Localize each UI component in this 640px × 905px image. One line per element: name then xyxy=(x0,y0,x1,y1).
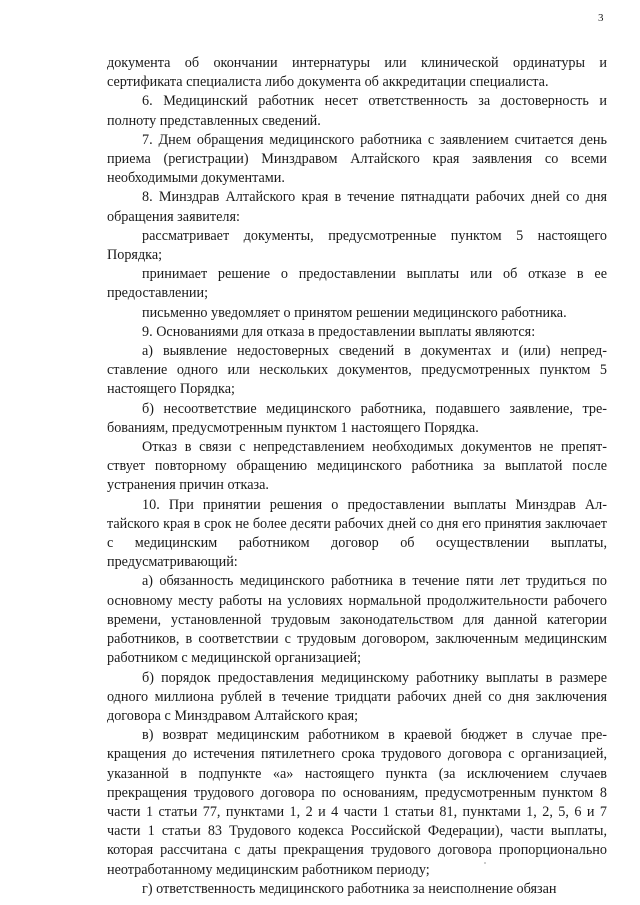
paragraph-item-10b: б) порядок предоставления медицинскому работнику выплаты в размере одного миллиона рублей в течение тридцати рабочих дней со дня заключения договора с Минздравом Алтайского края; xyxy=(107,669,607,724)
paragraph-item-10c: в) возврат медицинским работником в краевой бюджет в случае прекращения до истечения пятилетнего срока трудового договора с организацией, указанной в подпункте «а» настоящего пункта (за исключением случаев прекращения трудового договора по основаниям, предусмотренным пунктом 8 части 1 статьи 77, пунктами 1, 2 и 4 части 1 статьи 81, пунктами 1, 2, 5, 6 и 7 части 1 статьи 83 Трудового кодекса Российской Федерации), части выплаты, которая рассчитана с даты прекращения трудового договора пропорционально неотработанному медицинским работником периоду; xyxy=(107,727,607,878)
paragraph-continuation: документа об окончании интернатуры или клинической ординатуры и сертификата специалиста либо документа об аккредитации специалиста. xyxy=(107,55,607,91)
paragraph-item-9: 9. Основаниями для отказа в предоставлении выплаты являются: xyxy=(142,323,536,340)
paragraph-item-9a: а) выявление недостоверных сведений в документах и (или) непредставление одного или нескольких документов, предусмотренных пунктом 5 настоящего Порядка; xyxy=(107,343,607,398)
paragraph-item-10d: г) ответственность медицинского работника за неисполнение обязан xyxy=(142,880,557,897)
paragraph-item-6: 6. Медицинский работник несет ответственность за достоверность и полноту представленных сведений. xyxy=(107,93,607,129)
paragraph-item-7: 7. Днем обращения медицинского работника с заявлением считается день приема (регистрации) Минздравом Алтайского края заявления со всеми необходимыми документами. xyxy=(107,131,607,187)
paragraph-item-9b: б) несоответствие медицинского работника, подавшего заявление, требованиям, предусмотренным пунктом 1 настоящего Порядка. xyxy=(107,400,607,436)
document-body xyxy=(107,54,607,899)
paragraph-item-8-review: рассматривает документы, предусмотренные пунктом 5 настоящего Порядка; xyxy=(107,227,607,264)
paragraph-item-8: 8. Минздрав Алтайского края в течение пятнадцати рабочих дней со дня обращения заявителя: xyxy=(107,189,607,225)
paragraph-item-8-notify: письменно уведомляет о принятом решении медицинского работника. xyxy=(142,304,567,321)
scan-speck xyxy=(484,862,486,864)
paragraph-item-10a: а) обязанность медицинского работника в течение пяти лет трудиться по основному месту работы на условиях нормальной продолжительности рабочего времени, установленной трудовым законодательством для данной категории работников, в соответствии с трудовым договором, заключенным медицинским работником с медицинской организацией; xyxy=(107,573,607,667)
page-number: 3 xyxy=(598,12,604,24)
paragraph-item-8-decision: принимает решение о предоставлении выплаты или об отказе в ее предоставлении; xyxy=(107,266,607,302)
paragraph-refusal-note: Отказ в связи с непредставлением необходимых документов не препятствует повторному обращению медицинского работника за выплатой после устранения причин отказа. xyxy=(107,439,607,494)
paragraph-item-10: 10. При принятии решения о предоставлении выплаты Минздрав Алтайского края в срок не более десяти рабочих дней со дня его принятия заключает с медицинским работником договор об осуществлении выплаты, предусматривающий: xyxy=(107,496,607,571)
